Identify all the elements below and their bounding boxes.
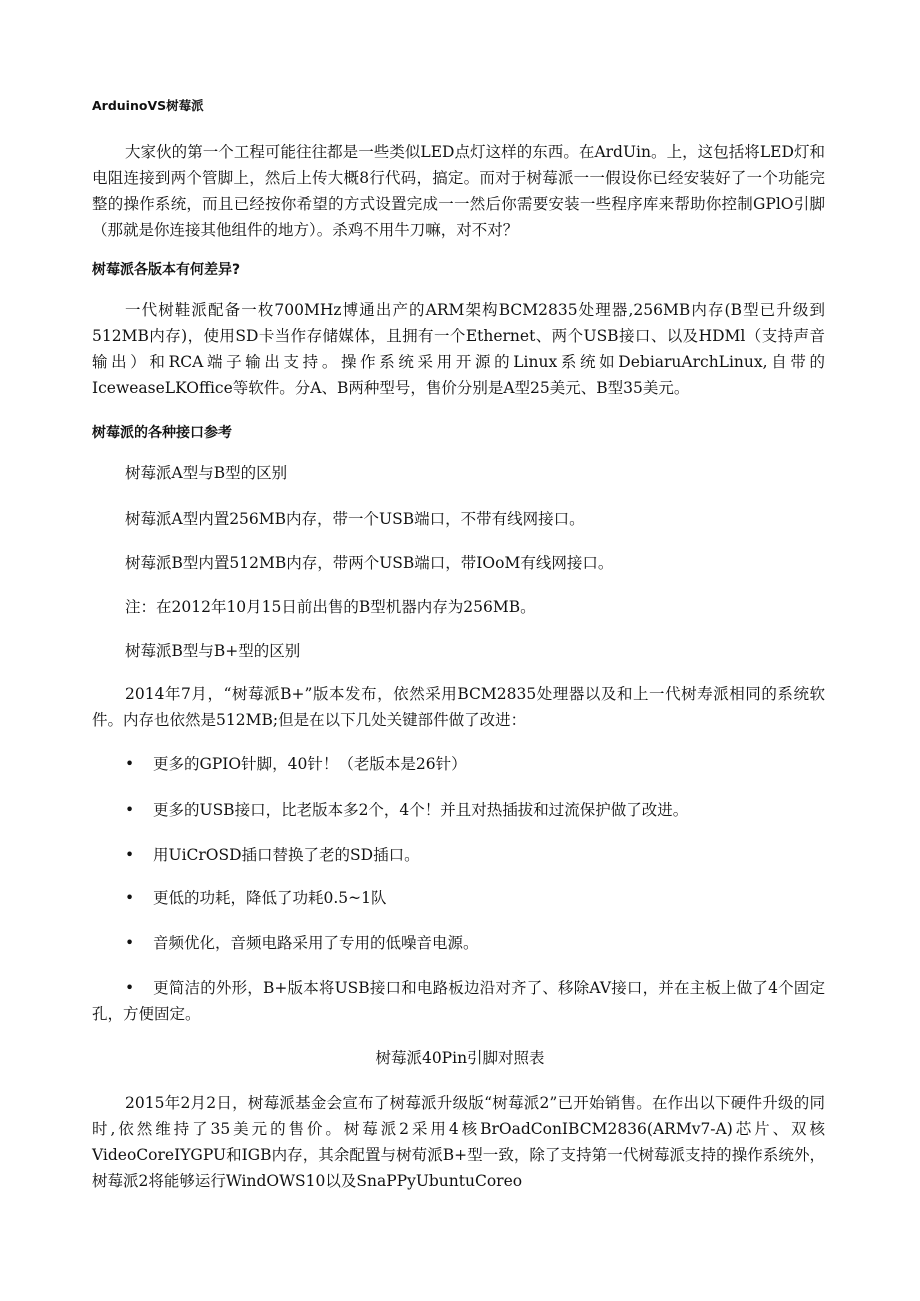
bullet-marker: • — [125, 979, 135, 997]
pin-table-title: 树莓派40Pin引脚对照表 — [375, 1049, 545, 1067]
model-b-spec: 树莓派B型内置512MB内存，带两个USB端口，带IOoM有线网接口。 — [125, 554, 614, 572]
list-item — [125, 797, 688, 823]
bullet-marker: • — [125, 934, 135, 952]
model-a-spec: 树莓派A型内置256MB内存，带一个USB端口，不带有线网接口。 — [125, 510, 585, 528]
bullet-marker: • — [125, 755, 135, 773]
bullet-marker: • — [125, 801, 135, 819]
bplus-paragraph: 2014年7月，“树莓派B+”版本发布，依然采用BCM2835处理器以及和上一代树寿派相同的系统软件。内存也依然是512MB;但是在以下几处关键部件做了改进： — [92, 685, 825, 729]
section-heading-interfaces: 树莓派的各种接口参考 — [92, 425, 232, 441]
list-item-text: 更低的功耗，降低了功耗0.5~1队 — [153, 889, 387, 907]
list-item-text: 更多的GPIO针脚，40针！（老版本是26针） — [153, 755, 467, 773]
list-item-text: 音频优化，音频电路采用了专用的低噪音电源。 — [153, 934, 479, 952]
ab-difference-heading: 树莓派A型与B型的区别 — [125, 464, 288, 482]
list-item-text: 用UiCrOSD插口替换了老的SD插口。 — [153, 846, 420, 864]
section-heading-versions: 树莓派各版本有何差异? — [92, 262, 241, 278]
pi2-paragraph: 2015年2月2日，树莓派基金会宣布了树莓派升级版“树莓派2”已开始销售。在作出以下硬件升级的同时,依然维持了35美元的售价。树莓派2采用4核BrOadConIBCM2836(ARMv7-A)芯片、双核VideoCoreIYGPU和IGB内存，其余配置与树荀派B+型一致，除了支持第一代树莓派支持的操作系统外，树莓派2将能够运行WindOWS10以及SnaPPyUbuntuCoreo — [92, 1094, 825, 1190]
versions-paragraph: 一代树鞋派配备一枚700MHz博通出产的ARM架构BCM2835处理器,256MB内存(B型已升级到512MB内存)，使用SD卡当作存储媒体，且拥有一个Ethernet、两个USB接口、以及HDMl（支持声音输出）和RCA端子输出支持。操作系统采用开源的Linux系统如DebiaruArchLinux,自带的IceweaseLKOffice等软件。分A、B两种型号，售价分别是A型25美元、B型35美元。 — [92, 301, 825, 397]
bullet-marker: • — [125, 846, 135, 864]
memory-note: 注：在2012年10月15日前出售的B型机器内存为256MB。 — [125, 598, 536, 616]
list-item — [125, 885, 387, 911]
list-item-text: 更多的USB接口，比老版本多2个，4个！并且对热插拔和过流保护做了改进。 — [153, 801, 689, 819]
list-item — [125, 751, 467, 777]
document-title: ArduinoVS树莓派 — [92, 98, 204, 113]
intro-paragraph: 大家伙的第一个工程可能往往都是一些类似LED点灯这样的东西。在ArdUin。上，这包括将LED灯和电阻连接到两个管脚上，然后上传大概8行代码，搞定。而对于树莓派一一假设你已经安装好了一个功能完整的操作系统，而且已经按你希望的方式设置完成一一然后你需要安装一些程序库来帮助你控制GPlO引脚（那就是你连接其他组件的地方）。杀鸡不用牛刀嘛，对不对？ — [92, 143, 825, 239]
list-item — [92, 975, 825, 1027]
bullet-marker: • — [125, 889, 135, 907]
bplus-difference-heading: 树莓派B型与B+型的区别 — [125, 642, 301, 660]
list-item-text: 更简洁的外形，B+版本将USB接口和电路板边沿对齐了、移除AV接口，并在主板上做了4个固定孔，方便固定。 — [92, 979, 825, 1023]
list-item — [125, 930, 479, 956]
list-item — [125, 842, 420, 868]
